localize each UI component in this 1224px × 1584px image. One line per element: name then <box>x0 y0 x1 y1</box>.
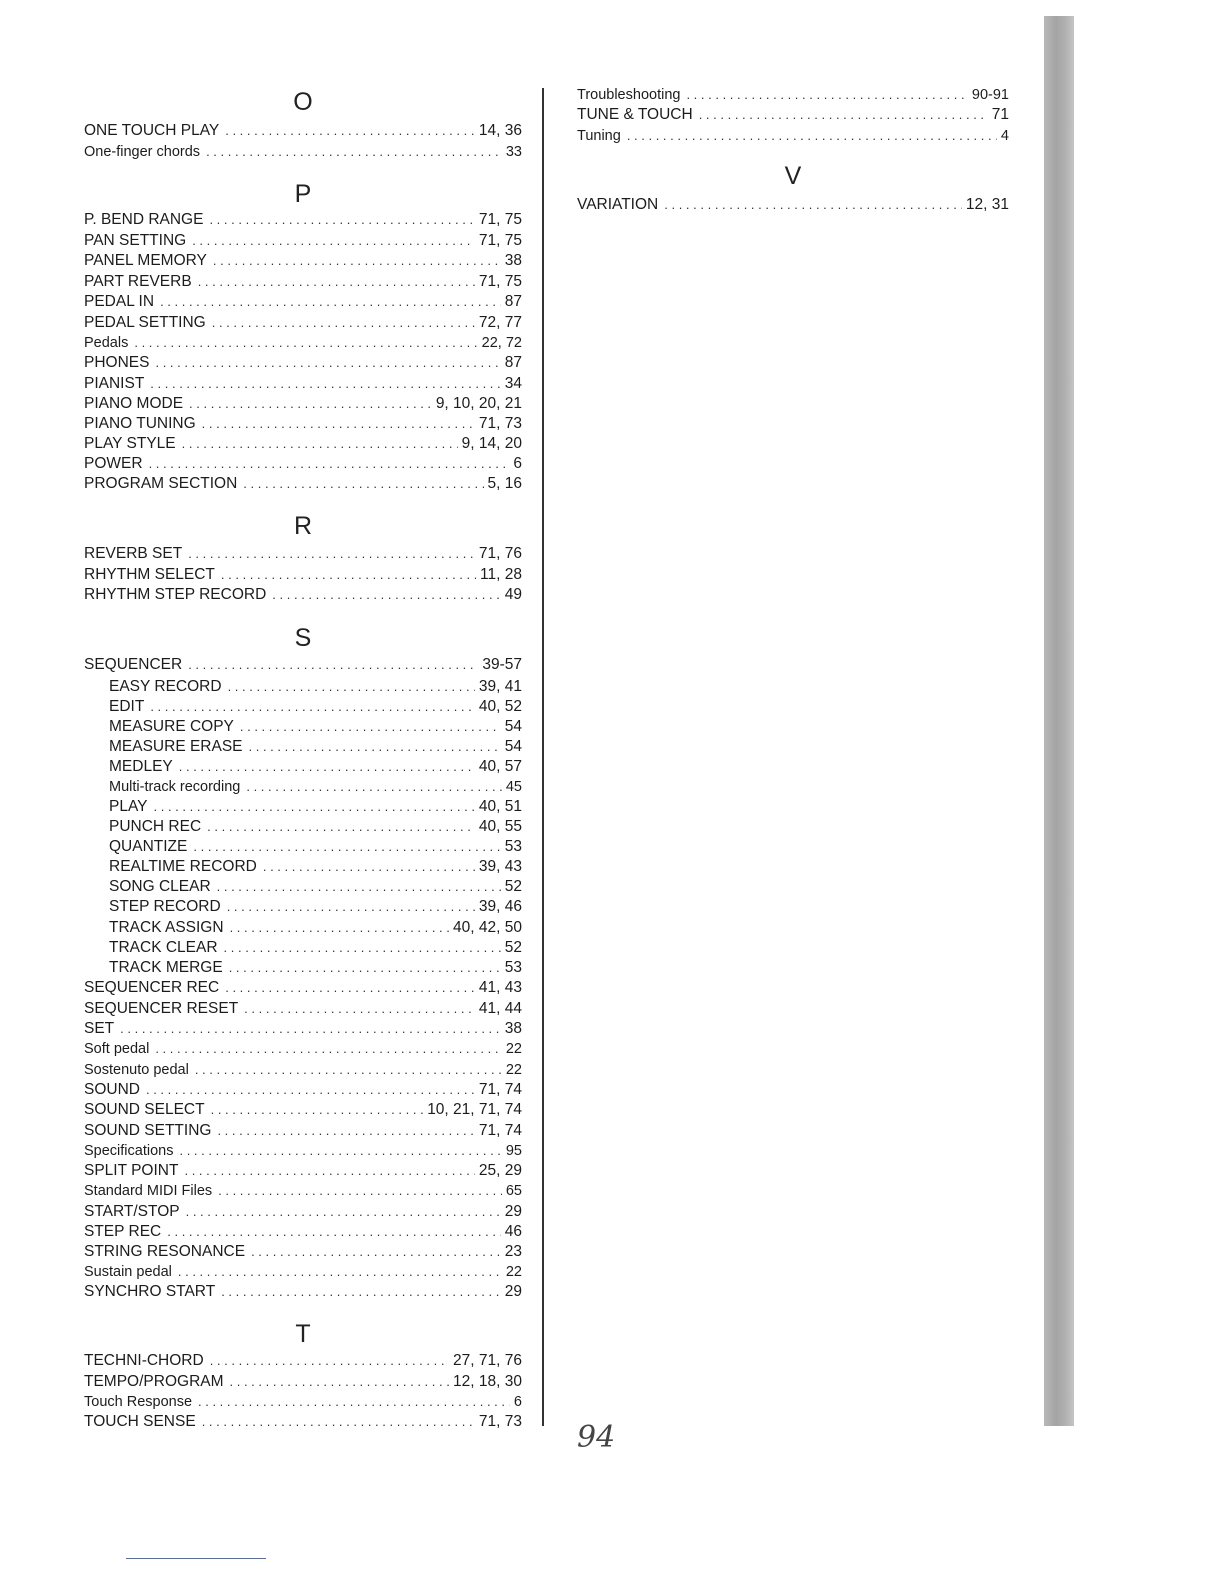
dot-leader <box>155 1039 502 1059</box>
index-term: Sustain pedal <box>84 1264 172 1280</box>
dot-leader <box>155 353 500 373</box>
index-pages: 34 <box>504 375 522 392</box>
section-letter: T <box>295 1320 311 1348</box>
index-entry <box>84 1121 522 1141</box>
dot-leader <box>202 1412 475 1432</box>
index-term: VARIATION <box>577 196 659 213</box>
index-pages: 10, 21, 71, 74 <box>427 1101 522 1118</box>
index-pages: 71 <box>991 106 1009 123</box>
index-pages: 95 <box>505 1143 522 1159</box>
index-term: PUNCH REC <box>109 818 202 835</box>
index-pages: 45 <box>505 779 522 795</box>
dot-leader <box>149 454 510 474</box>
index-pages: 65 <box>505 1183 522 1199</box>
index-entry <box>577 105 1009 125</box>
index-term: PLAY <box>109 798 148 815</box>
dot-leader <box>699 105 988 125</box>
index-pages: 40, 51 <box>478 798 522 815</box>
index-pages: 71, 74 <box>478 1122 522 1139</box>
index-term: MEASURE ERASE <box>109 738 243 755</box>
index-pages: 53 <box>504 959 522 976</box>
index-subentry <box>109 757 522 777</box>
index-pages: 71, 75 <box>478 211 522 228</box>
index-pages: 52 <box>504 878 522 895</box>
dot-leader <box>627 126 997 146</box>
index-pages: 9, 10, 20, 21 <box>435 395 522 412</box>
index-subentry <box>109 677 522 697</box>
dot-leader <box>225 121 475 141</box>
index-term: TRACK ASSIGN <box>109 919 224 936</box>
index-entry <box>84 1412 522 1432</box>
section-letter: O <box>293 88 313 116</box>
index-term: SEQUENCER REC <box>84 979 220 996</box>
index-pages: 46 <box>504 1223 522 1240</box>
index-term: One-finger chords <box>84 144 201 160</box>
index-entry <box>577 195 1009 215</box>
index-entry <box>84 1039 522 1059</box>
index-term: PIANO MODE <box>84 395 184 412</box>
dot-leader <box>198 272 475 292</box>
index-entry <box>84 1060 522 1080</box>
index-pages: 9, 14, 20 <box>461 435 522 452</box>
index-term: SOUND SELECT <box>84 1101 205 1118</box>
dot-leader <box>193 837 500 857</box>
dot-leader <box>228 677 475 697</box>
dot-leader <box>150 697 475 717</box>
index-entry <box>84 1242 522 1262</box>
index-term: Troubleshooting <box>577 87 681 103</box>
index-entry <box>84 210 522 230</box>
dot-leader <box>224 938 501 958</box>
index-entry <box>84 655 522 675</box>
dot-leader <box>184 1161 474 1181</box>
section-letter: R <box>293 512 313 540</box>
index-entry <box>84 414 522 434</box>
dot-leader <box>221 565 476 585</box>
dot-leader <box>146 1080 475 1100</box>
index-pages: 39, 43 <box>478 858 522 875</box>
index-pages: 27, 71, 76 <box>453 1352 522 1369</box>
index-pages: 40, 57 <box>478 758 522 775</box>
index-term: POWER <box>84 455 143 472</box>
dot-leader <box>263 857 475 877</box>
index-entry <box>84 474 522 494</box>
index-pages: 72, 77 <box>478 314 522 331</box>
index-pages: 54 <box>504 738 522 755</box>
dot-leader <box>188 655 478 675</box>
index-term: Soft pedal <box>84 1041 150 1057</box>
dot-leader <box>217 1121 474 1141</box>
dot-leader <box>230 918 449 938</box>
dot-leader <box>178 1262 502 1282</box>
index-term: Tuning <box>577 128 621 144</box>
index-entry <box>577 126 1009 146</box>
index-entry <box>84 251 522 271</box>
index-pages: 39, 41 <box>478 678 522 695</box>
index-term: PEDAL IN <box>84 293 155 310</box>
index-subentry <box>109 737 522 757</box>
index-pages: 40, 52 <box>478 698 522 715</box>
index-subentry <box>109 717 522 737</box>
dot-leader <box>186 1202 501 1222</box>
footer-rule <box>126 1558 266 1559</box>
index-term: TRACK MERGE <box>109 959 223 976</box>
index-entry <box>84 1019 522 1039</box>
dot-leader <box>167 1222 501 1242</box>
index-term: SONG CLEAR <box>109 878 211 895</box>
index-term: P. BEND RANGE <box>84 211 204 228</box>
index-entry <box>84 1100 522 1120</box>
index-term: RHYTHM SELECT <box>84 566 215 583</box>
index-pages: 22 <box>505 1062 522 1078</box>
index-entry <box>84 121 522 141</box>
index-entry <box>84 1372 522 1392</box>
dot-leader <box>225 978 475 998</box>
dot-leader <box>188 544 475 564</box>
dot-leader <box>192 231 475 251</box>
index-term: EDIT <box>109 698 145 715</box>
index-pages: 71, 74 <box>478 1081 522 1098</box>
index-entry <box>84 1262 522 1282</box>
dot-leader <box>179 1141 501 1161</box>
index-term: QUANTIZE <box>109 838 188 855</box>
dot-leader <box>182 434 458 454</box>
index-pages: 40, 55 <box>478 818 522 835</box>
index-pages: 25, 29 <box>478 1162 522 1179</box>
index-pages: 22 <box>505 1041 522 1057</box>
dot-leader <box>134 333 477 353</box>
index-term: TOUCH SENSE <box>84 1413 196 1430</box>
index-term: PIANO TUNING <box>84 415 196 432</box>
index-entry <box>84 1202 522 1222</box>
index-pages: 22 <box>505 1264 522 1280</box>
index-pages: 6 <box>513 455 522 472</box>
index-term: MEDLEY <box>109 758 173 775</box>
index-pages: 5, 16 <box>487 475 522 492</box>
dot-leader <box>230 1372 450 1392</box>
section-letter: S <box>294 624 312 652</box>
dot-leader <box>251 1242 501 1262</box>
index-pages: 53 <box>504 838 522 855</box>
index-term: PLAY STYLE <box>84 435 176 452</box>
index-entry <box>84 1080 522 1100</box>
column-divider <box>542 88 544 1426</box>
index-term: RHYTHM STEP RECORD <box>84 586 267 603</box>
index-term: REVERB SET <box>84 545 183 562</box>
dot-leader <box>150 374 500 394</box>
dot-leader <box>189 394 432 414</box>
index-entry <box>84 1161 522 1181</box>
index-pages: 14, 36 <box>478 122 522 139</box>
index-subentry <box>109 918 522 938</box>
dot-leader <box>213 251 501 271</box>
index-subentry <box>109 697 522 717</box>
dot-leader <box>229 958 501 978</box>
dot-leader <box>198 1392 510 1412</box>
dot-leader <box>249 737 501 757</box>
index-entry <box>84 544 522 564</box>
index-term: SET <box>84 1020 115 1037</box>
index-subentry <box>109 897 522 917</box>
index-pages: 39-57 <box>482 656 522 673</box>
index-pages: 22, 72 <box>481 335 522 351</box>
index-entry <box>84 374 522 394</box>
index-pages: 52 <box>504 939 522 956</box>
index-pages: 41, 44 <box>478 1000 522 1017</box>
section-letter: V <box>784 162 802 190</box>
index-term: PART REVERB <box>84 273 192 290</box>
index-entry <box>84 142 522 162</box>
index-term: SOUND SETTING <box>84 1122 212 1139</box>
index-term: SEQUENCER RESET <box>84 1000 239 1017</box>
index-pages: 29 <box>504 1203 522 1220</box>
index-term: TEMPO/PROGRAM <box>84 1373 224 1390</box>
index-term: REALTIME RECORD <box>109 858 257 875</box>
index-subentry <box>109 837 522 857</box>
index-pages: 29 <box>504 1283 522 1300</box>
index-subentry <box>109 877 522 897</box>
index-pages: 41, 43 <box>478 979 522 996</box>
index-pages: 49 <box>504 586 522 603</box>
index-pages: 71, 73 <box>478 1413 522 1430</box>
index-term: STEP REC <box>84 1223 162 1240</box>
index-subentry <box>109 797 522 817</box>
index-pages: 71, 73 <box>478 415 522 432</box>
index-entry <box>84 292 522 312</box>
index-pages: 23 <box>504 1243 522 1260</box>
index-pages: 71, 76 <box>478 545 522 562</box>
index-pages: 87 <box>504 293 522 310</box>
index-pages: 6 <box>513 1394 522 1410</box>
index-term: PAN SETTING <box>84 232 187 249</box>
dot-leader <box>243 474 483 494</box>
dot-leader <box>210 1351 449 1371</box>
index-term: EASY RECORD <box>109 678 222 695</box>
dot-leader <box>209 210 474 230</box>
index-term: Sostenuto pedal <box>84 1062 189 1078</box>
index-pages: 38 <box>504 1020 522 1037</box>
index-entry <box>84 394 522 414</box>
index-pages: 71, 75 <box>478 273 522 290</box>
dot-leader <box>664 195 962 215</box>
index-pages: 54 <box>504 718 522 735</box>
index-pages: 33 <box>505 144 522 160</box>
index-pages: 90-91 <box>971 87 1009 103</box>
index-subentry <box>109 938 522 958</box>
index-pages: 4 <box>1000 128 1009 144</box>
dot-leader <box>120 1019 501 1039</box>
index-entry <box>84 272 522 292</box>
dot-leader <box>160 292 501 312</box>
index-subentry <box>109 817 522 837</box>
index-term: SPLIT POINT <box>84 1162 179 1179</box>
dot-leader <box>686 85 967 105</box>
index-entry <box>84 585 522 605</box>
dot-leader <box>246 777 502 797</box>
index-entry <box>84 1351 522 1371</box>
index-entry <box>84 1181 522 1201</box>
index-term: Touch Response <box>84 1394 193 1410</box>
index-term: Specifications <box>84 1143 174 1159</box>
index-subentry <box>109 777 522 797</box>
scan-edge-shadow <box>1044 16 1074 1426</box>
index-term: TRACK CLEAR <box>109 939 218 956</box>
dot-leader <box>211 1100 424 1120</box>
index-pages: 71, 75 <box>478 232 522 249</box>
index-entry <box>84 454 522 474</box>
index-entry <box>84 333 522 353</box>
index-pages: 11, 28 <box>480 566 522 583</box>
dot-leader <box>227 897 475 917</box>
index-pages: 12, 31 <box>965 196 1009 213</box>
index-entry <box>84 313 522 333</box>
index-term: SEQUENCER <box>84 656 183 673</box>
index-term: MEASURE COPY <box>109 718 234 735</box>
dot-leader <box>217 877 501 897</box>
index-term: PANEL MEMORY <box>84 252 207 269</box>
page-number: 94 <box>577 1420 616 1455</box>
index-entry <box>84 231 522 251</box>
dot-leader <box>202 414 475 434</box>
dot-leader <box>244 999 475 1019</box>
index-pages: 39, 46 <box>478 898 522 915</box>
dot-leader <box>154 797 475 817</box>
index-term: SOUND <box>84 1081 140 1098</box>
dot-leader <box>207 817 475 837</box>
section-letter: P <box>294 180 312 208</box>
index-term: TECHNI-CHORD <box>84 1352 204 1369</box>
index-entry <box>84 565 522 585</box>
index-pages: 87 <box>504 354 522 371</box>
index-entry <box>84 434 522 454</box>
index-term: STEP RECORD <box>109 898 221 915</box>
dot-leader <box>240 717 501 737</box>
dot-leader <box>212 313 475 333</box>
index-pages: 12, 18, 30 <box>453 1373 522 1390</box>
dot-leader <box>195 1060 502 1080</box>
index-subentry <box>109 958 522 978</box>
index-term: Pedals <box>84 335 129 351</box>
index-term: Standard MIDI Files <box>84 1183 213 1199</box>
index-entry <box>84 978 522 998</box>
index-term: START/STOP <box>84 1203 180 1220</box>
index-entry <box>84 1282 522 1302</box>
dot-leader <box>221 1282 501 1302</box>
dot-leader <box>179 757 475 777</box>
index-term: STRING RESONANCE <box>84 1243 246 1260</box>
index-pages: 40, 42, 50 <box>453 919 522 936</box>
index-term: SYNCHRO START <box>84 1283 216 1300</box>
dot-leader <box>218 1181 502 1201</box>
index-term: PEDAL SETTING <box>84 314 206 331</box>
index-entry <box>84 1141 522 1161</box>
index-pages: 38 <box>504 252 522 269</box>
dot-leader <box>206 142 502 162</box>
index-term: PHONES <box>84 354 150 371</box>
index-entry <box>84 1392 522 1412</box>
index-entry <box>84 353 522 373</box>
index-term: ONE TOUCH PLAY <box>84 122 220 139</box>
index-entry <box>84 1222 522 1242</box>
index-term: Multi-track recording <box>109 779 241 795</box>
index-subentry <box>109 857 522 877</box>
index-entry <box>577 85 1009 105</box>
index-term: PROGRAM SECTION <box>84 475 238 492</box>
index-entry <box>84 999 522 1019</box>
index-term: PIANIST <box>84 375 145 392</box>
dot-leader <box>272 585 500 605</box>
index-term: TUNE & TOUCH <box>577 106 693 123</box>
